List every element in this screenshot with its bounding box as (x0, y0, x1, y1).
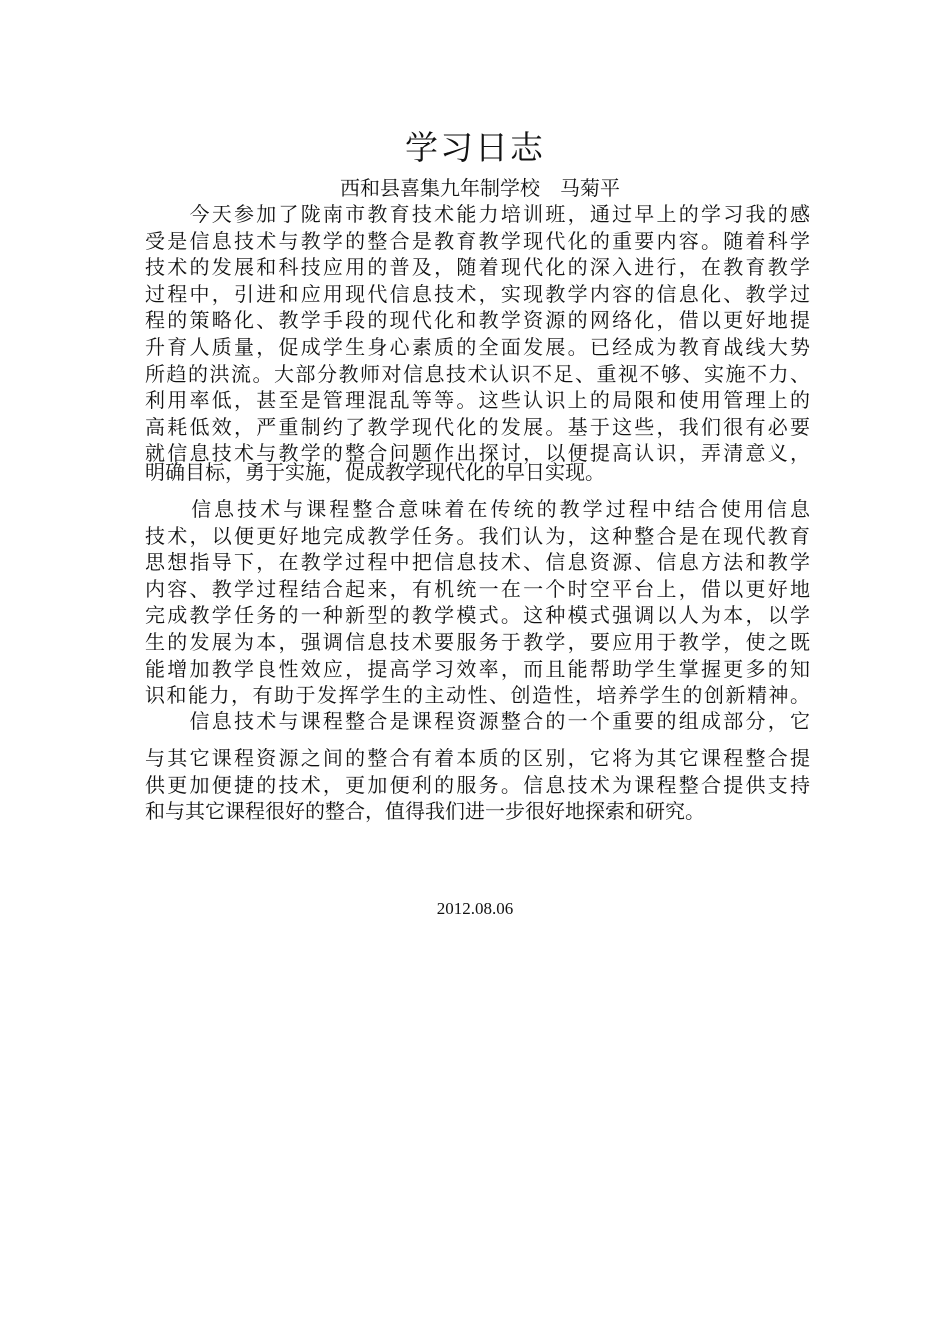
paragraph-line: 今天参加了陇南市教育技术能力培训班，通过早上的学习我的感 (145, 202, 810, 226)
paragraph-line: 过程中，引进和应用现代信息技术，实现教学内容的信息化、教学过 (145, 281, 810, 306)
document-date: 2012.08.06 (436, 899, 514, 918)
paragraph-line: 完成教学任务的一种新型的教学模式。这种模式强调以人为本，以学 (145, 603, 810, 628)
paragraph-line: 能增加教学良性效应，提高学习效率，而且能帮助学生掌握更多的知 (145, 656, 810, 681)
paragraph-line: 就信息技术与教学的整合问题作出探讨，以便提高认识，弄清意义， (145, 441, 810, 466)
paragraph-line: 受是信息技术与教学的整合是教育教学现代化的重要内容。随着科学 (145, 228, 810, 253)
paragraph-line: 技术的发展和科技应用的普及，随着现代化的深入进行，在教育教学 (145, 255, 810, 280)
paragraph-line: 所趋的洪流。大部分教师对信息技术认识不足、重视不够、实施不力、 (145, 361, 810, 386)
paragraph-1 (145, 201, 810, 467)
paragraph-line: 高耗低效，严重制约了教学现代化的发展。基于这些，我们很有必要 (145, 414, 810, 439)
paragraph-line: 生的发展为本，强调信息技术要服务于教学，要应用于教学，使之既 (145, 629, 810, 654)
paragraph-3 (145, 745, 810, 825)
paragraph-line: 明确目标，勇于实施，促成教学现代化的早日实现。 (145, 460, 605, 484)
paragraph-line: 识和能力，有助于发挥学生的主动性、创造性，培养学生的创新精神。 (145, 683, 810, 708)
paragraph-3-head (145, 708, 810, 735)
paragraph-line: 程的策略化、教学手段的现代化和教学资源的网络化，借以更好地提 (145, 308, 810, 333)
paragraph-line: 升育人质量，促成学生身心素质的全面发展。已经成为教育战线大势 (145, 334, 810, 359)
paragraph-line: 供更加便捷的技术，更加便利的服务。信息技术为课程整合提供支持 (145, 772, 810, 797)
paragraph-1-tail (145, 459, 810, 486)
paragraph-line: 思想指导下，在教学过程中把信息技术、信息资源、信息方法和教学 (145, 550, 810, 575)
paragraph-line: 信息技术与课程整合是课程资源整合的一个重要的组成部分，它 (145, 709, 810, 733)
paragraph-line: 内容、教学过程结合起来，有机统一在一个时空平台上，借以更好地 (145, 576, 810, 601)
paragraph-line: 与其它课程资源之间的整合有着本质的区别，它将为其它课程整合提 (145, 746, 810, 770)
author-byline: 西和县喜集九年制学校 马菊平 (340, 176, 620, 200)
paragraph-line: 和与其它课程很好的整合，值得我们进一步很好地探索和研究。 (145, 799, 705, 824)
paragraph-line: 信息技术与课程整合意味着在传统的教学过程中结合使用信息 (145, 497, 810, 521)
paragraph-2 (145, 496, 810, 709)
document-title: 学习日志 (405, 128, 545, 167)
paragraph-line: 技术，以便更好地完成教学任务。我们认为，这种整合是在现代教育 (145, 523, 810, 548)
paragraph-line: 利用率低，甚至是管理混乱等等。这些认识上的局限和使用管理上的 (145, 388, 810, 413)
